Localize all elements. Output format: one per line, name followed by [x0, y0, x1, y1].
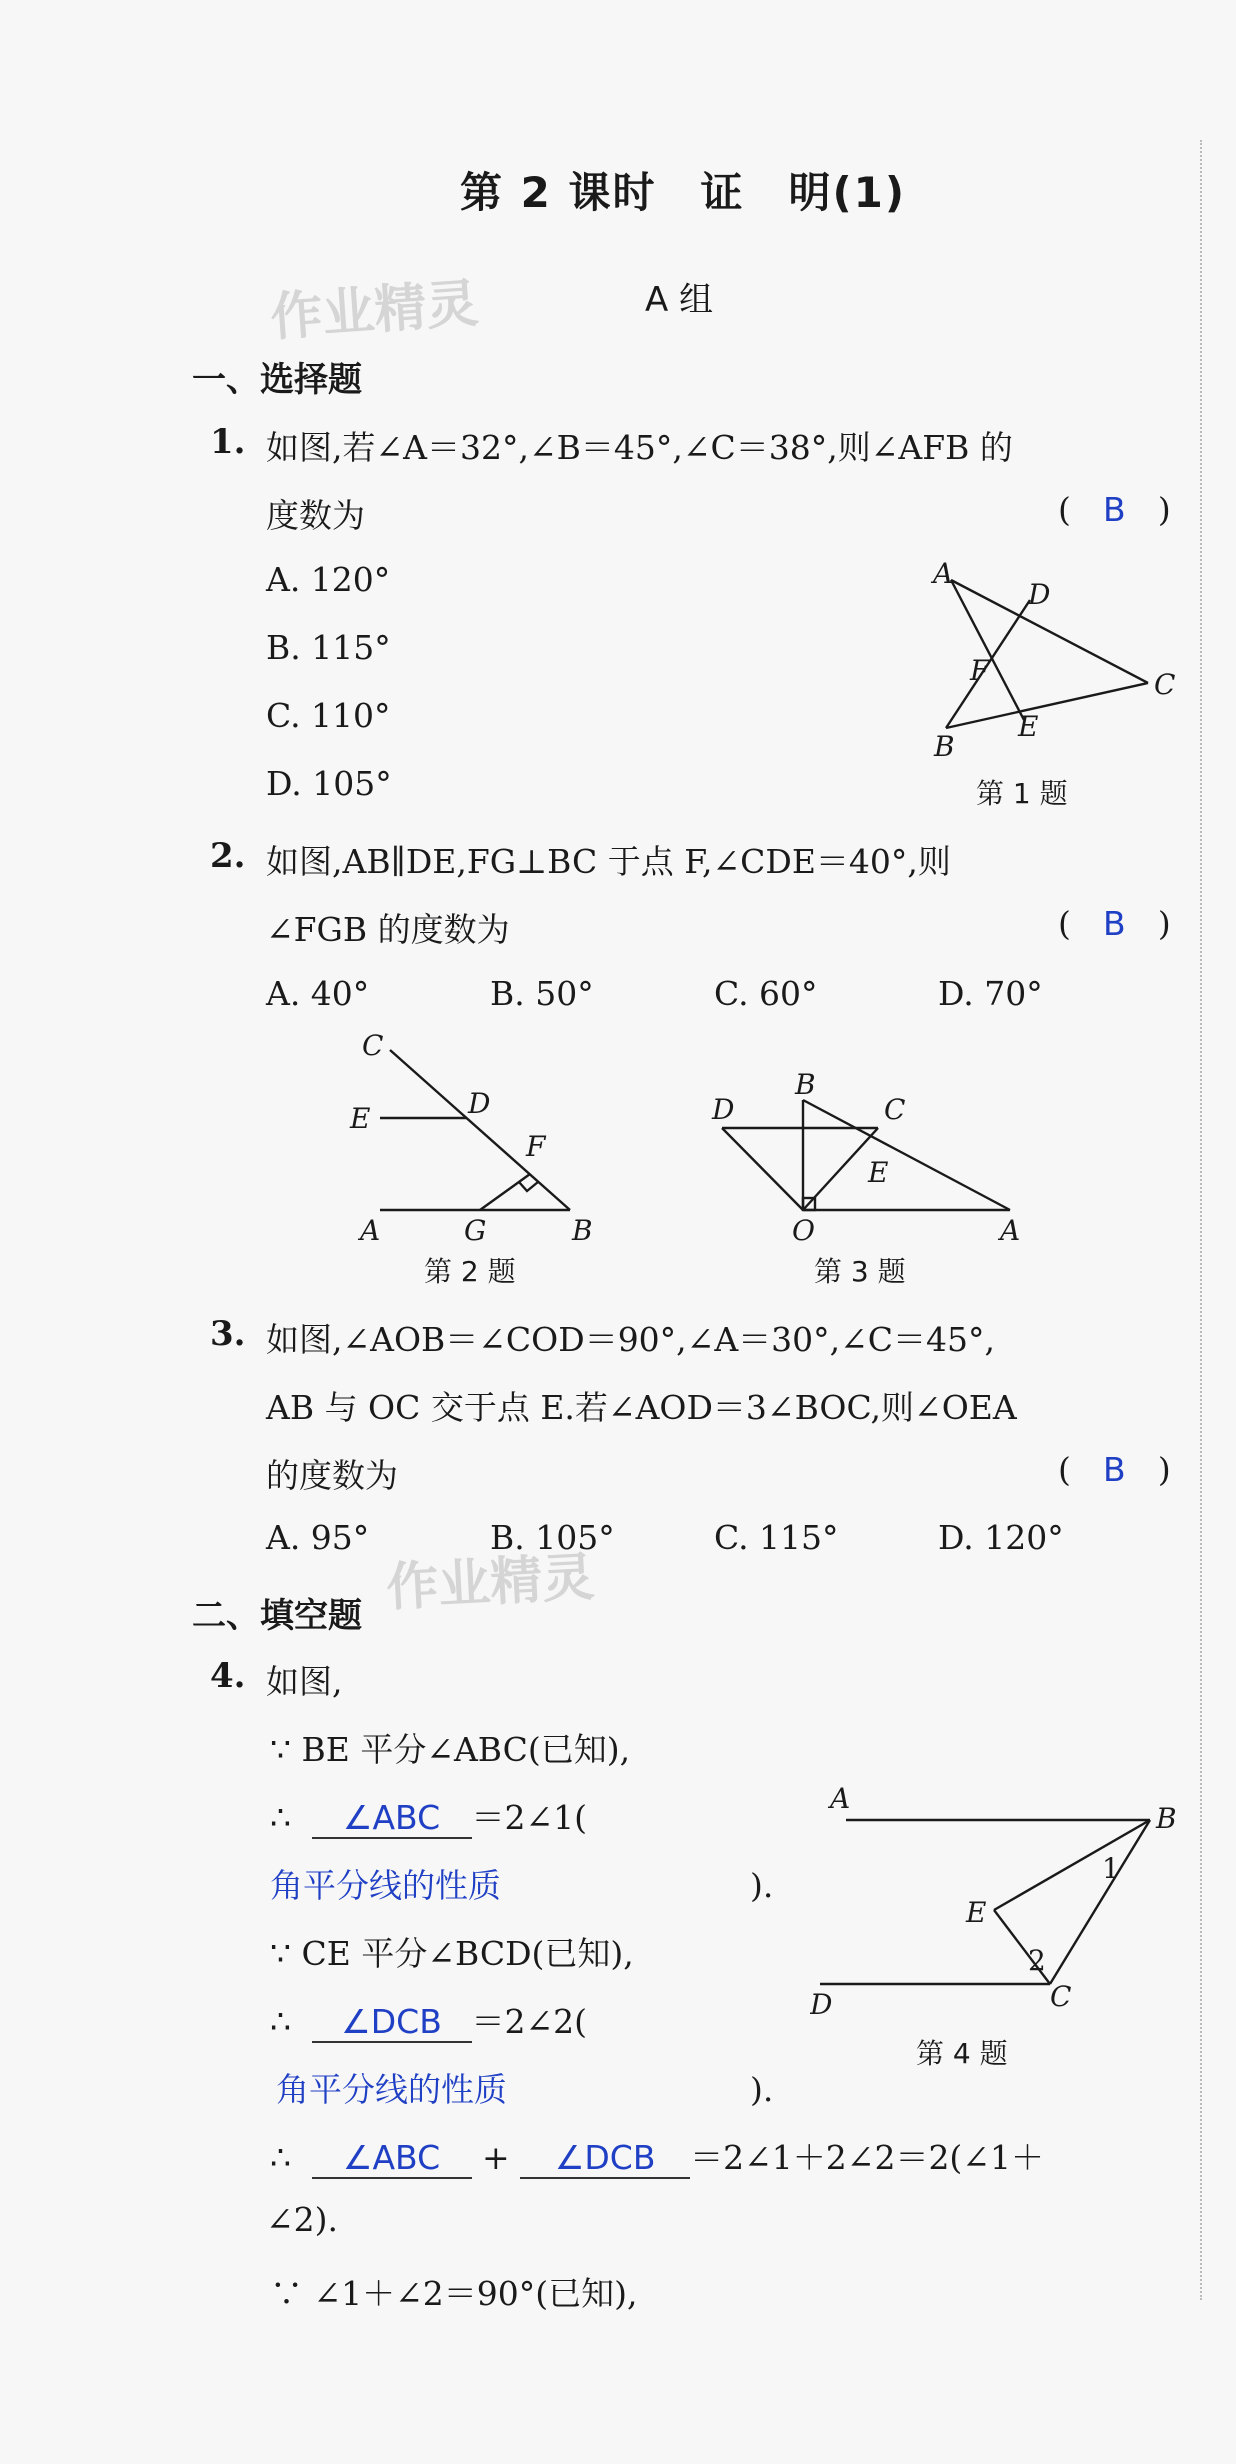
q4-line5-therefore: ∴: [270, 2002, 291, 2041]
q3-text-line1: 如图,∠AOB＝∠COD＝90°,∠A＝30°,∠C＝45°,: [266, 1320, 996, 1359]
q3-number: 3.: [210, 1314, 246, 1354]
fig1-label-a: A: [933, 557, 954, 590]
lesson-title: 第 2 课时 证 明(1): [460, 168, 907, 217]
q1-answer-bracket: ( B ): [1058, 490, 1171, 529]
q1-option-a: A. 120°: [266, 560, 391, 599]
fig3-label-b: B: [795, 1068, 816, 1101]
fig1-label-c: C: [1154, 668, 1176, 701]
q4-blank-5[interactable]: [312, 2138, 472, 2179]
q3-answer: B: [1103, 1450, 1126, 1489]
q1-option-b: B. 115°: [266, 628, 391, 667]
figure-3: [700, 1064, 1040, 1264]
q4-blank-1[interactable]: [312, 1798, 472, 1839]
q4-fill-4: 角平分线的性质: [276, 2070, 507, 2109]
q4-line2-therefore: ∴: [270, 1798, 291, 1837]
q3-option-a: A. 95°: [266, 1518, 370, 1557]
fig4-label-b: B: [1156, 1802, 1177, 1835]
q4-line4: ∵ CE 平分∠BCD(已知),: [270, 1934, 634, 1973]
q4-line7-plus: +: [482, 2138, 510, 2177]
q3-option-b: B. 105°: [490, 1518, 615, 1557]
q2-option-a: A. 40°: [266, 974, 370, 1013]
q1-option-c: C. 110°: [266, 696, 391, 735]
fig2-label-g: G: [464, 1214, 487, 1247]
q3-option-d: D. 120°: [938, 1518, 1064, 1557]
q2-caption: 第 2 题: [424, 1255, 516, 1288]
fig2-label-c: C: [362, 1030, 384, 1062]
q4-blank-2[interactable]: [270, 1860, 750, 1907]
fig3-label-c: C: [884, 1093, 906, 1126]
q1-text-line1: 如图,若∠A＝32°,∠B＝45°,∠C＝38°,则∠AFB 的: [266, 428, 1013, 467]
fig4-label-1: 1: [1102, 1852, 1120, 1885]
q2-answer-bracket: ( B ): [1058, 904, 1171, 943]
q2-answer: B: [1103, 904, 1126, 943]
q4-line1: ∵ BE 平分∠ABC(已知),: [270, 1730, 631, 1769]
fig3-label-e: E: [868, 1156, 889, 1189]
fig4-label-2: 2: [1028, 1944, 1046, 1977]
q2-text-line2: ∠FGB 的度数为: [266, 910, 510, 949]
fig2-label-d: D: [468, 1087, 491, 1120]
q3-text-line3: 的度数为: [266, 1456, 398, 1495]
q4-line8: ∠2).: [266, 2200, 339, 2239]
q4-fill-6: ∠DCB: [554, 2138, 656, 2177]
q2-text-line1: 如图,AB∥DE,FG⊥BC 于点 F,∠CDE＝40°,则: [266, 842, 951, 881]
q4-line9: ∵ ∠1＋∠2＝90°(已知),: [270, 2274, 638, 2313]
section-fill-in: 二、填空题: [192, 1596, 362, 1636]
fig3-label-d: D: [712, 1093, 735, 1126]
fig1-label-f: F: [970, 654, 990, 687]
q2-option-d: D. 70°: [938, 974, 1043, 1013]
section-multiple-choice: 一、选择题: [192, 360, 362, 400]
fig4-label-e: E: [966, 1896, 987, 1929]
q1-answer: B: [1103, 490, 1126, 529]
q2-number: 2.: [210, 836, 246, 876]
q4-line3-suffix: ).: [750, 1866, 774, 1905]
q3-answer-bracket: ( B ): [1058, 1450, 1171, 1489]
fig1-label-d: D: [1028, 578, 1051, 611]
q3-caption: 第 3 题: [814, 1255, 906, 1288]
q4-fill-3: ∠DCB: [341, 2002, 442, 2041]
figure-2: [340, 1030, 620, 1250]
q4-line7-therefore: ∴: [270, 2138, 291, 2177]
q4-intro: 如图,: [266, 1662, 343, 1701]
q4-fill-2: 角平分线的性质: [270, 1866, 501, 1905]
figure-4: [810, 1770, 1210, 2020]
q4-caption: 第 4 题: [916, 2037, 1008, 2070]
fig4-label-a: A: [830, 1782, 851, 1815]
q1-number: 1.: [210, 422, 246, 462]
q4-fill-5: ∠ABC: [342, 2138, 441, 2177]
fig4-label-d: D: [810, 1988, 833, 2020]
fig4-label-c: C: [1050, 1980, 1072, 2013]
q3-text-line2: AB 与 OC 交于点 E.若∠AOD＝3∠BOC,则∠OEA: [266, 1388, 1017, 1427]
q2-option-b: B. 50°: [490, 974, 594, 1013]
q1-caption: 第 1 题: [976, 777, 1068, 810]
fig2-label-a: A: [360, 1214, 381, 1247]
figure-1: [910, 550, 1190, 770]
q4-line7: [270, 2132, 1044, 2179]
q4-blank-3[interactable]: [312, 2002, 472, 2043]
fig2-label-e: E: [350, 1102, 371, 1135]
watermark-top: 作业精灵: [268, 273, 481, 349]
q4-line2-suffix: ＝2∠1(: [471, 1798, 588, 1837]
q4-line3: [270, 1860, 773, 1907]
q1-text-line2: 度数为: [266, 496, 365, 535]
q2-option-c: C. 60°: [714, 974, 818, 1013]
group-label: A 组: [645, 280, 714, 320]
fig2-label-b: B: [572, 1214, 593, 1247]
fig1-label-e: E: [1018, 710, 1039, 743]
q4-fill-1: ∠ABC: [342, 1798, 441, 1837]
q4-number: 4.: [210, 1656, 246, 1696]
q4-line5-suffix: ＝2∠2(: [471, 2002, 588, 2041]
watermark-middle: 作业精灵: [384, 1547, 596, 1619]
q4-line7-suffix: ＝2∠1＋2∠2＝2(∠1＋: [690, 2138, 1044, 2177]
q4-blank-4[interactable]: [276, 2064, 750, 2111]
q1-option-d: D. 105°: [266, 764, 392, 803]
q4-line5: [270, 1996, 587, 2043]
fig3-label-o: O: [792, 1214, 815, 1247]
fig3-label-a: A: [1000, 1214, 1021, 1247]
q3-option-c: C. 115°: [714, 1518, 839, 1557]
fig1-label-b: B: [934, 730, 955, 763]
q4-line6: [276, 2064, 773, 2111]
q4-line2: [270, 1792, 587, 1839]
q4-line6-suffix: ).: [750, 2070, 774, 2109]
q4-blank-6[interactable]: [520, 2138, 690, 2179]
fig2-label-f: F: [526, 1130, 546, 1163]
